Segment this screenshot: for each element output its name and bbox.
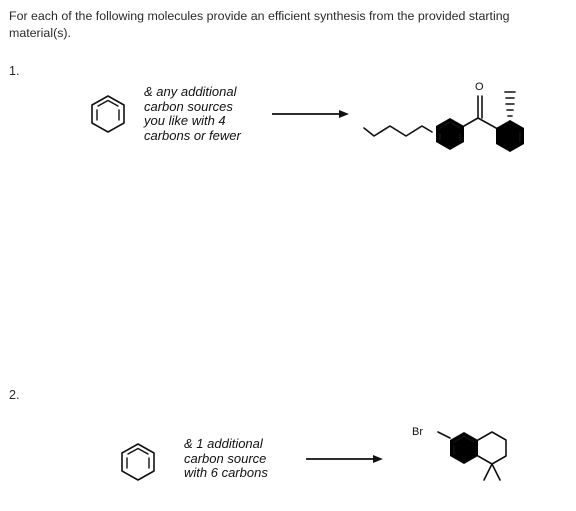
bromo-dimethyl-tetrahydronaphthalene-structure-icon — [420, 424, 530, 504]
benzene-ring-icon — [88, 94, 128, 134]
condition-line: & 1 additional — [184, 436, 263, 451]
condition-line: with 6 carbons — [184, 465, 268, 480]
reaction-arrow-1 — [270, 108, 350, 120]
question-2-number: 2. — [9, 388, 20, 402]
condition-line: carbon sources — [144, 98, 233, 114]
reaction-arrow-2 — [304, 453, 384, 465]
condition-line: carbons or fewer — [144, 127, 241, 143]
benzene-ring-icon — [118, 442, 158, 482]
substituted-aryl-ketone-cyclohexene-structure-icon — [360, 76, 560, 166]
condition-line: carbon source — [184, 450, 267, 466]
question-1-conditions — [144, 85, 241, 143]
bromine-atom-label: Br — [412, 426, 423, 438]
question-2-conditions — [184, 437, 268, 481]
condition-line: & any additional — [144, 84, 237, 99]
oxygen-atom-label: O — [475, 81, 484, 93]
question-1-number: 1. — [9, 64, 20, 78]
instructions-text: For each of the following molecules provide an efficient synthesis from the provided starting material(s). — [9, 9, 510, 40]
condition-line: you like with 4 — [144, 113, 226, 128]
